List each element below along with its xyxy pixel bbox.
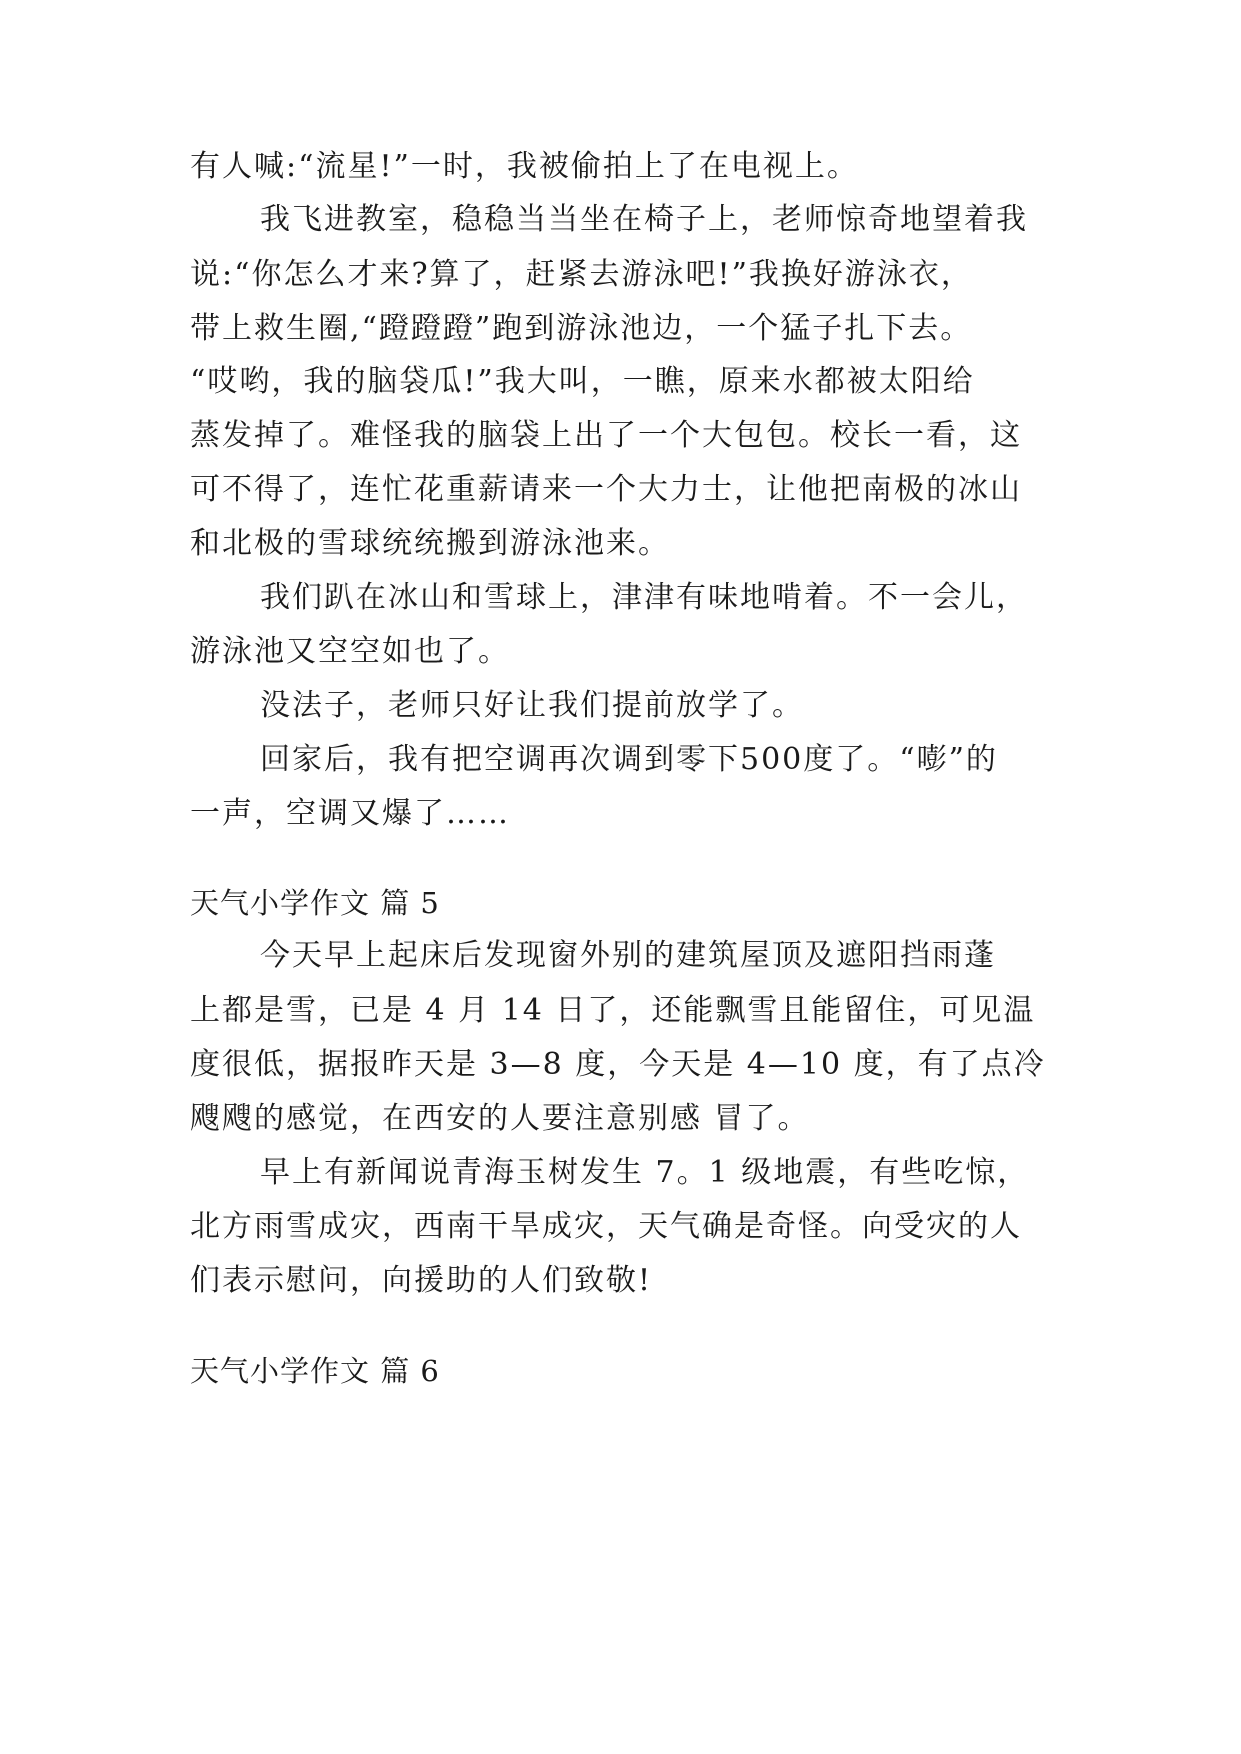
paragraph-line: 有人喊:“流星!”一时，我被偷拍上了在电视上。 [190, 149, 859, 184]
paragraph-line: 们表示慰问，向援助的人们致敬! [190, 1263, 653, 1298]
paragraph-line: 游泳池又空空如也了。 [190, 634, 510, 669]
paragraph-line: 一声，空调又爆了…… [190, 796, 510, 831]
paragraph-line: 蒸发掉了。难怪我的脑袋上出了一个大包包。校长一看，这 [190, 418, 1022, 453]
paragraph-line: 回家后，我有把空调再次调到零下500度了。“嘭”的 [260, 742, 998, 777]
section-heading: 天气小学作文 篇 5 [190, 886, 440, 920]
paragraph-line: 说:“你怎么才来?算了，赶紧去游泳吧!”我换好游泳衣， [190, 257, 973, 292]
paragraph-line: 上都是雪，已是 4 月 14 日了，还能飘雪且能留住，可见温 [190, 993, 1036, 1028]
paragraph-line: 早上有新闻说青海玉树发生 7。1 级地震，有些吃惊， [260, 1155, 1030, 1190]
paragraph-line: 可不得了，连忙花重薪请来一个大力士，让他把南极的冰山 [190, 472, 1022, 507]
paragraph-line: 带上救生圈,“蹬蹬蹬”跑到游泳池边，一个猛子扎下去。 [190, 311, 973, 346]
paragraph-line: 今天早上起床后发现窗外别的建筑屋顶及遮阳挡雨蓬 [260, 938, 996, 973]
paragraph-line: 没法子，老师只好让我们提前放学了。 [260, 688, 804, 723]
paragraph-line: 我飞进教室，稳稳当当坐在椅子上，老师惊奇地望着我 [260, 202, 1028, 237]
paragraph-line: “哎哟，我的脑袋瓜!”我大叫，一瞧，原来水都被太阳给 [190, 364, 975, 399]
section-heading: 天气小学作文 篇 6 [190, 1354, 440, 1388]
paragraph-line: 北方雨雪成灾，西南干旱成灾，天气确是奇怪。向受灾的人 [190, 1209, 1022, 1244]
paragraph-line: 和北极的雪球统统搬到游泳池来。 [190, 526, 670, 561]
paragraph-line: 度很低，据报昨天是 3—8 度，今天是 4—10 度，有了点冷 [190, 1047, 1046, 1082]
paragraph-line: 我们趴在冰山和雪球上，津津有味地啃着。不一会儿， [260, 580, 1028, 615]
paragraph-line: 飕飕的感觉，在西安的人要注意别感 冒了。 [190, 1101, 810, 1136]
